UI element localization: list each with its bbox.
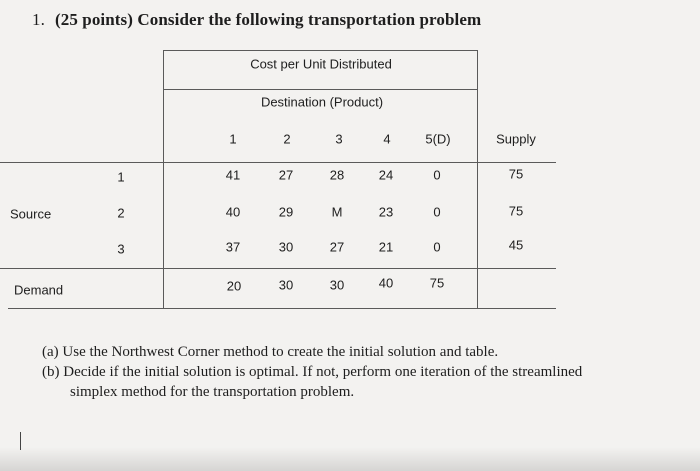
cost-cell: 40 [225,204,241,220]
cost-cell: 27 [278,167,294,183]
row-header-divider [163,50,164,308]
source-number-3: 3 [117,241,125,257]
table-bottom-border [8,308,556,309]
cost-cell: 0 [433,204,441,220]
page-shadow [0,447,700,471]
cost-cell: 29 [278,204,294,220]
cost-cell: 0 [433,239,441,255]
question-list [42,342,682,402]
cost-cell: 0 [433,167,441,183]
question-b-line-1: (b) Decide if the initial solution is optimal. If not, perform one iteration of the streamlined [42,364,583,380]
source-number-1: 1 [117,169,125,185]
demand-cell: 40 [378,275,394,291]
header-bottom-rule [0,162,556,163]
destination-header-rule [163,89,478,90]
column-header-4: 4 [383,131,391,147]
column-header-3: 3 [335,131,343,147]
supply-header: Supply [496,131,536,147]
problem-number: 1. [32,10,45,29]
column-header-5: 5(D) [425,131,451,147]
cost-cell: 37 [225,239,241,255]
question-a: (a) Use the Northwest Corner method to create the initial solution and table. [42,344,499,360]
supply-divider [477,50,478,308]
cost-cell: 21 [378,239,394,255]
cost-cell: 28 [329,167,345,183]
problem-heading [32,10,481,30]
table-top-border [163,50,478,51]
column-header-2: 2 [283,131,291,147]
destination-header: Destination (Product) [260,94,384,110]
source-label: Source [10,206,52,222]
question-b-line-2: simplex method for the transportation problem. [70,384,355,400]
cost-cell: 30 [278,239,294,255]
column-header-1: 1 [229,131,237,147]
demand-label: Demand [14,282,64,298]
cost-cell: M [331,204,343,220]
cost-cell: 23 [378,204,394,220]
supply-cell: 45 [508,237,524,253]
cost-header: Cost per Unit Distributed [250,56,392,72]
demand-cell: 20 [226,278,242,294]
supply-cell: 75 [508,203,524,219]
demand-cell: 30 [278,277,294,293]
source-number-2: 2 [117,205,125,221]
cost-cell: 41 [225,167,241,183]
demand-cell: 75 [429,275,445,291]
demand-cell: 30 [329,277,345,293]
cost-cell: 27 [329,239,345,255]
demand-top-rule [0,268,556,269]
supply-cell: 75 [508,166,524,182]
problem-title: (25 points) Consider the following transportation problem [54,10,482,29]
cost-cell: 24 [378,167,394,183]
